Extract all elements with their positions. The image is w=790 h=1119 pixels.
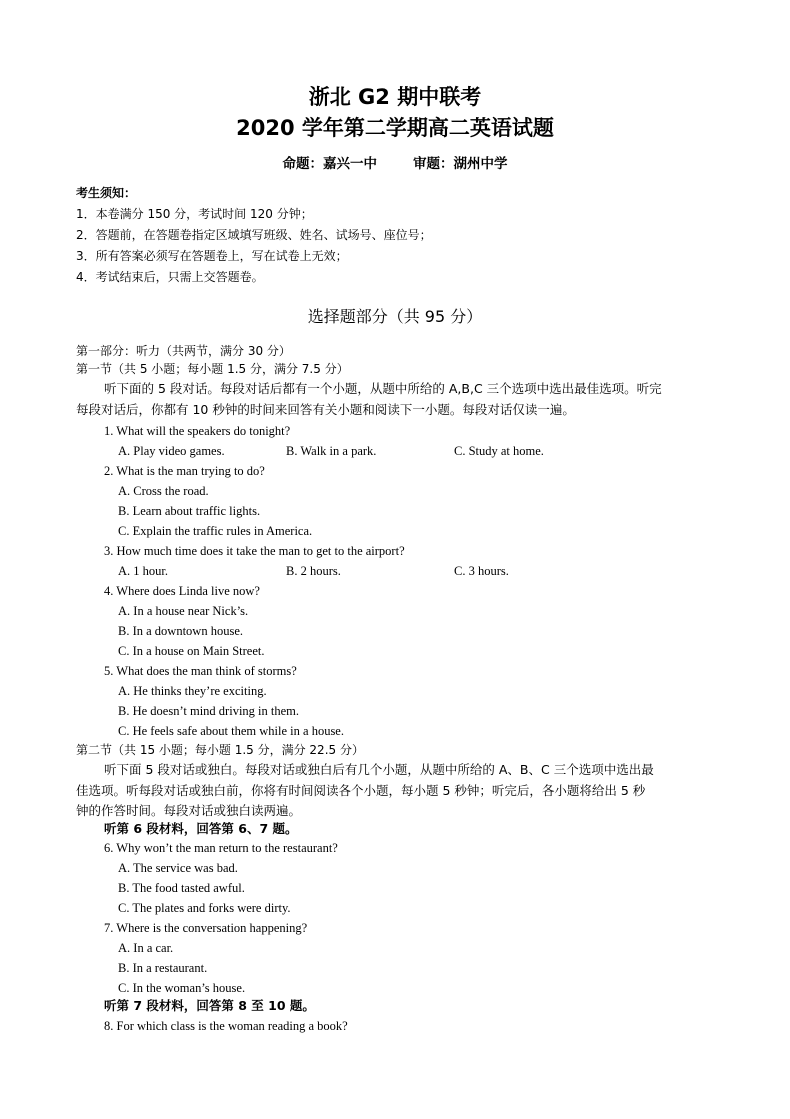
notice-item: 3．所有答案必须写在答题卷上，写在试卷上无效；	[76, 249, 348, 263]
question-3-option-b: B. 2 hours.	[286, 564, 341, 578]
question-6-option-a: A. The service was bad.	[118, 861, 238, 875]
section1-instruction-line1: 听下面的 5 段对话。每段对话后都有一个小题，从题中所给的 A,B,C 三个选项中选出最佳选项。听完	[104, 381, 662, 396]
question-4-option-c: C. In a house on Main Street.	[118, 644, 265, 658]
question-5-option-a: A. He thinks they’re exciting.	[118, 684, 267, 698]
question-4-option-a: A. In a house near Nick’s.	[118, 604, 249, 618]
part1-heading: 第一部分：听力（共两节，满分 30 分）	[76, 344, 291, 358]
question-7-option-a: A. In a car.	[118, 941, 174, 955]
question-3-option-a: A. 1 hour.	[118, 564, 168, 578]
question-5-stem: 5. What does the man think of storms?	[104, 664, 297, 678]
question-2-option-b: B. Learn about traffic lights.	[118, 504, 261, 518]
exam-title-line1: 浙北 G2 期中联考	[308, 85, 482, 109]
notice-item: 1．本卷满分 150 分，考试时间 120 分钟；	[76, 207, 313, 221]
question-2-option-c: C. Explain the traffic rules in America.	[118, 524, 313, 538]
question-7-option-b: B. In a restaurant.	[118, 961, 208, 975]
question-5-option-c: C. He feels safe about them while in a house.	[118, 724, 344, 738]
question-2-option-a: A. Cross the road.	[118, 484, 209, 498]
question-7-option-c: C. In the woman’s house.	[118, 981, 246, 995]
section1-instruction-line2: 每段对话后，你都有 10 秒钟的时间来回答有关小题和阅读下一小题。每段对话仅读一遍。	[76, 402, 575, 417]
notice-heading: 考生须知：	[76, 186, 137, 200]
question-7-stem: 7. Where is the conversation happening?	[104, 921, 308, 935]
section2-instruction-line3: 钟的作答时间。每段对话或独白读两遍。	[76, 803, 302, 818]
question-1-option-a: A. Play video games.	[118, 444, 225, 458]
section2-instruction-line2: 佳选项。听每段对话或独白前，你将有时间阅读各个小题，每小题 5 秒钟；听完后，各小题将给出 5 秒	[76, 783, 646, 798]
exam-credits	[0, 154, 790, 174]
question-6-stem: 6. Why won’t the man return to the restaurant?	[104, 841, 338, 855]
question-1-option-b: B. Walk in a park.	[286, 444, 377, 458]
question-8-stem: 8. For which class is the woman reading a book?	[104, 1019, 348, 1033]
notice-item: 4．考试结束后，只需上交答题卷。	[76, 270, 264, 284]
question-5-option-b: B. He doesn’t mind driving in them.	[118, 704, 300, 718]
question-6-option-c: C. The plates and forks were dirty.	[118, 901, 291, 915]
notice-item: 2．答题前，在答题卷指定区域填写班级、姓名、试场号、座位号；	[76, 228, 432, 242]
question-3-stem: 3. How much time does it take the man to get to the airport?	[104, 544, 405, 558]
question-1-stem: 1. What will the speakers do tonight?	[104, 424, 291, 438]
question-6-option-b: B. The food tasted awful.	[118, 881, 245, 895]
material-7-heading: 听第 7 段材料，回答第 8 至 10 题。	[104, 998, 315, 1013]
section2-heading: 第二节（共 15 小题；每小题 1.5 分，满分 22.5 分）	[76, 743, 364, 757]
section-title: 选择题部分（共 95 分）	[307, 307, 483, 326]
section1-heading: 第一节（共 5 小题；每小题 1.5 分，满分 7.5 分）	[76, 362, 349, 376]
question-1-option-c: C. Study at home.	[454, 444, 544, 458]
setter-label: 命题：嘉兴一中	[282, 156, 377, 172]
material-6-heading: 听第 6 段材料，回答第 6、7 题。	[104, 821, 298, 836]
question-3-option-c: C. 3 hours.	[454, 564, 509, 578]
question-4-stem: 4. Where does Linda live now?	[104, 584, 260, 598]
exam-title-line2: 2020 学年第二学期高二英语试题	[236, 116, 554, 140]
question-2-stem: 2. What is the man trying to do?	[104, 464, 265, 478]
question-4-option-b: B. In a downtown house.	[118, 624, 243, 638]
reviewer-label: 审题：湖州中学	[413, 156, 508, 172]
section2-instruction-line1: 听下面 5 段对话或独白。每段对话或独白后有几个小题，从题中所给的 A、B、C 三个选项中选出最	[104, 762, 654, 777]
